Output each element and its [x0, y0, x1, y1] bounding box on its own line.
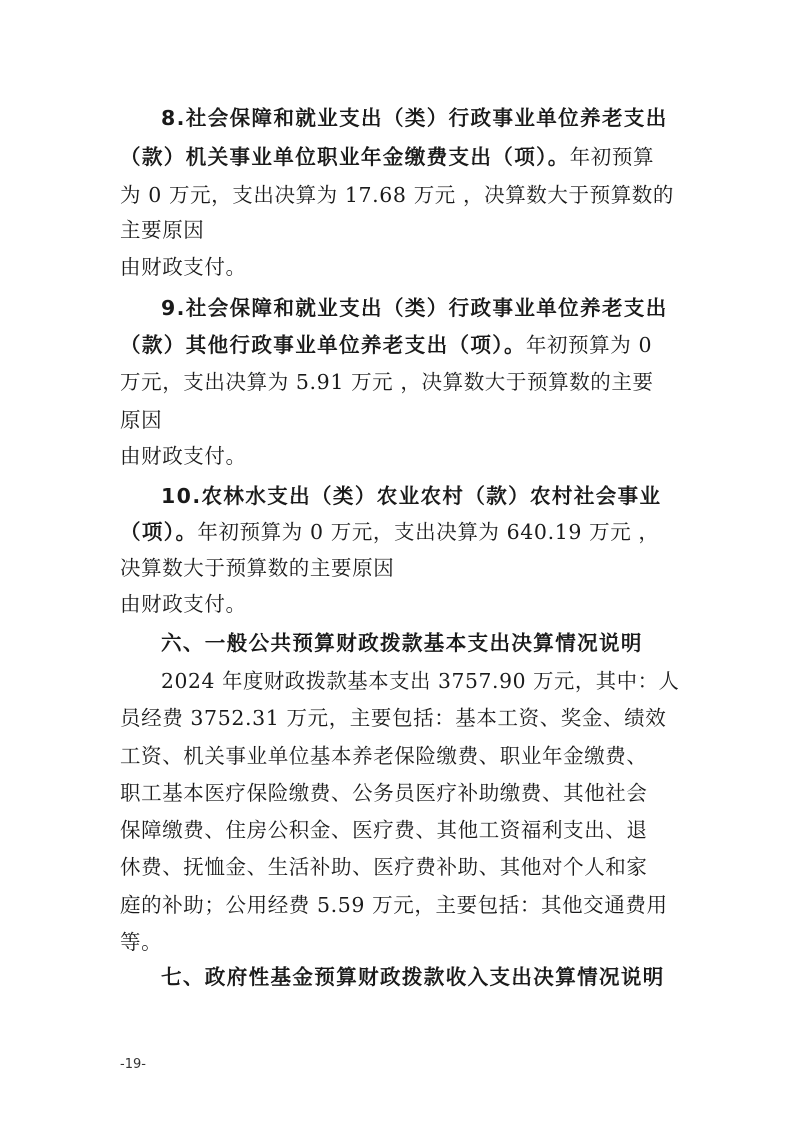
item8-title-line2: （款）机关事业单位职业年金缴费支出（项）。 — [120, 145, 570, 169]
section6-line: 员经费 3752.31 万元，主要包括：基本工资、奖金、绩效 — [120, 706, 667, 730]
item10-text-line2: 年初预算为 0 万元，支出决算为 640.19 万元 ， — [197, 520, 660, 544]
section6-line: 工资、机关事业单位基本养老保险缴费、职业年金缴费、 — [120, 744, 648, 768]
section6-line: 保障缴费、住房公积金、医疗费、其他工资福利支出、退 — [120, 818, 648, 842]
section6-line: 休费、抚恤金、生活补助、医疗费补助、其他对个人和家 — [120, 855, 648, 879]
item8-title-line1: 8.社会保障和就业支出（类）行政事业单位养老支出 — [161, 106, 668, 130]
item10-title-line1: 10.农林水支出（类）农业农村（款）农村社会事业 — [161, 484, 662, 508]
item10-text-line3: 决算数大于预算数的主要原因 — [120, 556, 395, 580]
item9-line2 — [120, 330, 652, 360]
section7-heading: 七、政府性基金预算财政拨款收入支出决算情况说明 — [161, 965, 665, 989]
item8-line2 — [120, 142, 654, 172]
item9-title-line2: （款）其他行政事业单位养老支出（项）。 — [120, 333, 526, 357]
item9-title-line1: 9.社会保障和就业支出（类）行政事业单位养老支出 — [161, 296, 668, 320]
item10-line2 — [120, 517, 660, 547]
section6-line: 职工基本医疗保险缴费、公务员医疗补助缴费、其他社会 — [120, 781, 648, 805]
item9-text-line4: 原因 — [120, 408, 163, 432]
item8-text-line2: 年初预算 — [569, 145, 655, 169]
section6-line: 等。 — [120, 930, 163, 954]
item8-text-line5: 由财政支付。 — [120, 255, 247, 279]
item9-text-line3: 万元，支出决算为 5.91 万元 ，决算数大于预算数的主要 — [120, 370, 654, 394]
item9-text-line2: 年初预算为 0 — [525, 333, 653, 357]
item8-text-line3: 为 0 万元，支出决算为 17.68 万元 ，决算数大于预算数的 — [120, 183, 675, 207]
item9-text-line5: 由财政支付。 — [120, 444, 247, 468]
item10-title-line2: （项）。 — [120, 520, 198, 544]
page-number: -19- — [120, 1057, 146, 1072]
section6-heading: 六、一般公共预算财政拨款基本支出决算情况说明 — [161, 631, 643, 655]
section6-line: 庭的补助；公用经费 5.59 万元，主要包括：其他交通费用 — [120, 893, 668, 917]
item10-text-line4: 由财政支付。 — [120, 592, 247, 616]
section6-line: 2024 年度财政拨款基本支出 3757.90 万元，其中：人 — [161, 669, 680, 693]
item8-text-line4: 主要原因 — [120, 218, 205, 242]
